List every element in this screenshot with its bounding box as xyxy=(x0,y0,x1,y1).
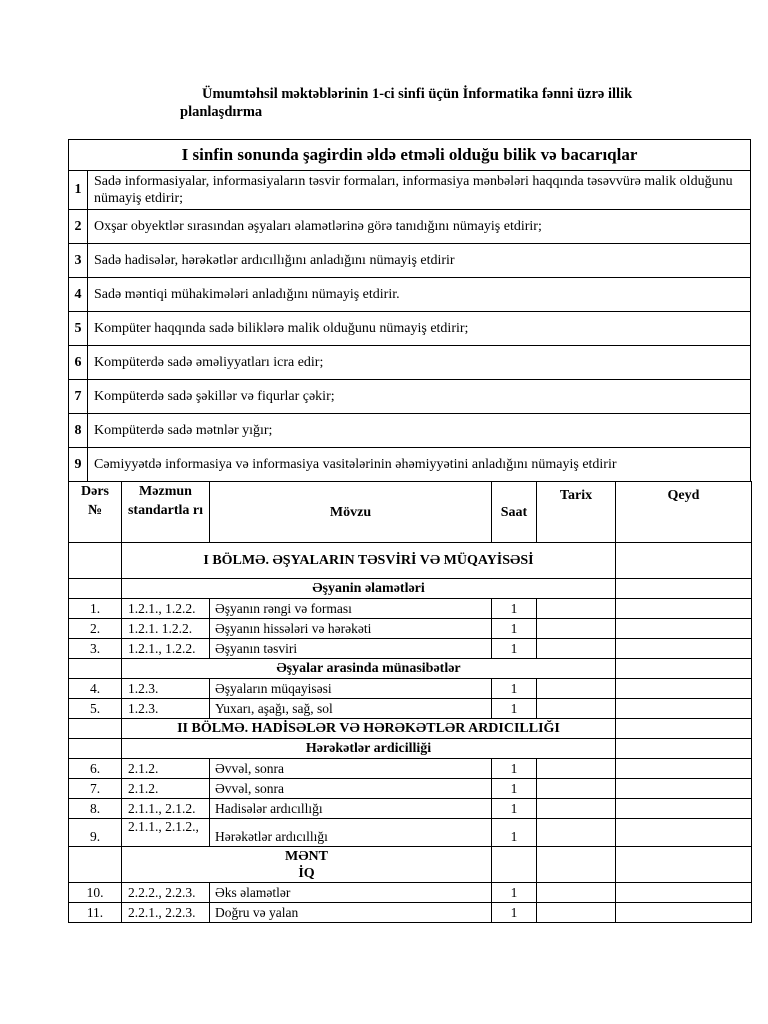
lesson-standards: 1.2.1., 1.2.2. xyxy=(122,599,210,619)
section-title: II BÖLMƏ. HADİSƏLƏR VƏ HƏRƏKƏTLƏR ARDICILLIĞI xyxy=(122,719,616,739)
section-title xyxy=(122,847,492,883)
subsection-title: Əşyanin əlamətləri xyxy=(122,579,616,599)
header-lesson-number xyxy=(69,482,122,543)
outcome-row xyxy=(69,414,751,448)
subsection-row xyxy=(69,739,752,759)
outcome-row xyxy=(69,244,751,278)
lesson-number: 11. xyxy=(69,903,122,923)
lesson-row xyxy=(69,819,752,847)
lesson-date xyxy=(537,779,616,799)
lesson-hours: 1 xyxy=(492,599,537,619)
outcome-row xyxy=(69,312,751,346)
section-row xyxy=(69,847,752,883)
header-hours: Saat xyxy=(492,482,537,543)
lesson-number: 10. xyxy=(69,883,122,903)
lesson-topic: Əşyaların müqayisəsi xyxy=(210,679,492,699)
outcome-text: Sadə hadisələr, hərəkətlər ardıcıllığını anladığını nümayiş etdirir xyxy=(88,244,751,278)
outcome-number: 4 xyxy=(69,278,88,312)
subsection-row xyxy=(69,659,752,679)
section-row xyxy=(69,719,752,739)
learning-outcomes-table xyxy=(68,139,751,482)
document-title-line2: planlaşdırma xyxy=(180,104,263,120)
lesson-standards: 2.1.1., 2.1.2., xyxy=(122,819,210,847)
lesson-hours: 1 xyxy=(492,699,537,719)
lesson-date xyxy=(537,883,616,903)
lesson-standards: 1.2.3. xyxy=(122,699,210,719)
subsection-title: Əşyalar arasinda münasibətlər xyxy=(122,659,616,679)
subsection-row xyxy=(69,579,752,599)
lesson-number: 6. xyxy=(69,759,122,779)
outcome-row xyxy=(69,346,751,380)
lesson-topic: Əşyanın təsviri xyxy=(210,639,492,659)
plan-header-row xyxy=(69,482,752,543)
lesson-row xyxy=(69,883,752,903)
outcome-number: 5 xyxy=(69,312,88,346)
lesson-note xyxy=(616,679,752,699)
lesson-number: 3. xyxy=(69,639,122,659)
lesson-hours: 1 xyxy=(492,619,537,639)
outcome-text: Kompüter haqqında sadə biliklərə malik olduğunu nümayiş etdirir; xyxy=(88,312,751,346)
outcome-number: 6 xyxy=(69,346,88,380)
outcome-row xyxy=(69,380,751,414)
lesson-topic: Əşyanın hissələri və hərəkəti xyxy=(210,619,492,639)
header-lesson-label: Dərs xyxy=(81,484,109,499)
lesson-hours: 1 xyxy=(492,759,537,779)
annual-plan-table xyxy=(68,481,752,923)
lesson-date xyxy=(537,903,616,923)
document-title xyxy=(180,85,680,121)
lesson-date xyxy=(537,799,616,819)
header-date: Tarix xyxy=(537,482,616,543)
outcome-text: Kompüterdə sadə şəkillər və fiqurlar çəkir; xyxy=(88,380,751,414)
lesson-hours: 1 xyxy=(492,779,537,799)
lesson-date xyxy=(537,819,616,847)
lesson-note xyxy=(616,819,752,847)
lesson-note xyxy=(616,759,752,779)
lesson-note xyxy=(616,779,752,799)
outcome-text: Oxşar obyektlər sırasından əşyaları əlamətlərinə görə tanıdığını nümayiş etdirir; xyxy=(88,210,751,244)
section-row xyxy=(69,543,752,579)
lesson-note xyxy=(616,883,752,903)
lesson-row xyxy=(69,903,752,923)
lesson-note xyxy=(616,619,752,639)
lesson-number: 7. xyxy=(69,779,122,799)
outcome-text: Kompüterdə sadə əməliyyatları icra edir; xyxy=(88,346,751,380)
outcome-text: Sadə məntiqi mühakimələri anladığını nümayiş etdirir. xyxy=(88,278,751,312)
lesson-standards: 1.2.1. 1.2.2. xyxy=(122,619,210,639)
outcome-row xyxy=(69,210,751,244)
lesson-topic: Əks əlamətlər xyxy=(210,883,492,903)
subsection-title: Hərəkətlər ardicilliği xyxy=(122,739,616,759)
outcome-number: 9 xyxy=(69,448,88,482)
lesson-standards: 2.1.2. xyxy=(122,779,210,799)
lesson-topic: Əşyanın rəngi və forması xyxy=(210,599,492,619)
lesson-topic: Hərəkətlər ardıcıllığı xyxy=(210,819,492,847)
lesson-number: 5. xyxy=(69,699,122,719)
lesson-topic: Yuxarı, aşağı, sağ, sol xyxy=(210,699,492,719)
lesson-number: 1. xyxy=(69,599,122,619)
outcome-number: 2 xyxy=(69,210,88,244)
lesson-row xyxy=(69,619,752,639)
outcome-number: 3 xyxy=(69,244,88,278)
header-standards: Məzmun standartla rı xyxy=(122,482,210,543)
lesson-row xyxy=(69,639,752,659)
lesson-row xyxy=(69,759,752,779)
lesson-hours: 1 xyxy=(492,639,537,659)
document-title-line1: Ümumtəhsil məktəblərinin 1-ci sinfi üçün İnformatika fənni üzrə illik xyxy=(202,86,633,102)
lesson-note xyxy=(616,799,752,819)
lesson-date xyxy=(537,639,616,659)
lesson-number: 2. xyxy=(69,619,122,639)
lesson-row xyxy=(69,699,752,719)
lesson-standards: 2.2.1., 2.2.3. xyxy=(122,903,210,923)
section-title-line1: MƏNT xyxy=(284,848,328,864)
outcome-text: Kompüterdə sadə mətnlər yığır; xyxy=(88,414,751,448)
lesson-row xyxy=(69,779,752,799)
outcome-text: Sadə informasiyalar, informasiyaların təsvir formaları, informasiya mənbələri haqqında təsəvvürə malik olduğunu nümayiş etdirir; xyxy=(88,171,751,210)
lesson-note xyxy=(616,639,752,659)
lesson-hours: 1 xyxy=(492,799,537,819)
lesson-note xyxy=(616,599,752,619)
lesson-hours: 1 xyxy=(492,819,537,847)
lesson-date xyxy=(537,699,616,719)
outcome-text: Cəmiyyətdə informasiya və informasiya vasitələrinin əhəmiyyətini anladığını nümayiş etdirir xyxy=(88,448,751,482)
lesson-note xyxy=(616,903,752,923)
lesson-row xyxy=(69,679,752,699)
header-topic: Mövzu xyxy=(210,482,492,543)
header-number-sign: № xyxy=(87,503,103,518)
lesson-date xyxy=(537,679,616,699)
lesson-number: 4. xyxy=(69,679,122,699)
lesson-standards: 2.2.2., 2.2.3. xyxy=(122,883,210,903)
lesson-hours: 1 xyxy=(492,679,537,699)
outcome-row xyxy=(69,448,751,482)
lesson-standards: 2.1.2. xyxy=(122,759,210,779)
lesson-standards: 1.2.1., 1.2.2. xyxy=(122,639,210,659)
lesson-date xyxy=(537,619,616,639)
lesson-number: 8. xyxy=(69,799,122,819)
lesson-row xyxy=(69,599,752,619)
lesson-date xyxy=(537,599,616,619)
lesson-topic: Əvvəl, sonra xyxy=(210,759,492,779)
outcome-number: 7 xyxy=(69,380,88,414)
lesson-note xyxy=(616,699,752,719)
lesson-topic: Əvvəl, sonra xyxy=(210,779,492,799)
outcome-number: 8 xyxy=(69,414,88,448)
header-note: Qeyd xyxy=(616,482,752,543)
lesson-topic: Hadisələr ardıcıllığı xyxy=(210,799,492,819)
outcome-number: 1 xyxy=(69,171,88,210)
section-title: I BÖLMƏ. ƏŞYALARIN TƏSVİRİ VƏ MÜQAYİSƏSİ xyxy=(122,543,616,579)
lesson-row xyxy=(69,799,752,819)
lesson-date xyxy=(537,759,616,779)
lesson-number: 9. xyxy=(69,819,122,847)
lesson-standards: 1.2.3. xyxy=(122,679,210,699)
outcomes-table-header: I sinfin sonunda şagirdin əldə etməli olduğu bilik və bacarıqlar xyxy=(69,140,751,171)
lesson-standards: 2.1.1., 2.1.2. xyxy=(122,799,210,819)
lesson-hours: 1 xyxy=(492,883,537,903)
section-title-line2: İQ xyxy=(298,865,315,881)
outcome-row xyxy=(69,278,751,312)
lesson-hours: 1 xyxy=(492,903,537,923)
lesson-topic: Doğru və yalan xyxy=(210,903,492,923)
outcome-row xyxy=(69,171,751,210)
